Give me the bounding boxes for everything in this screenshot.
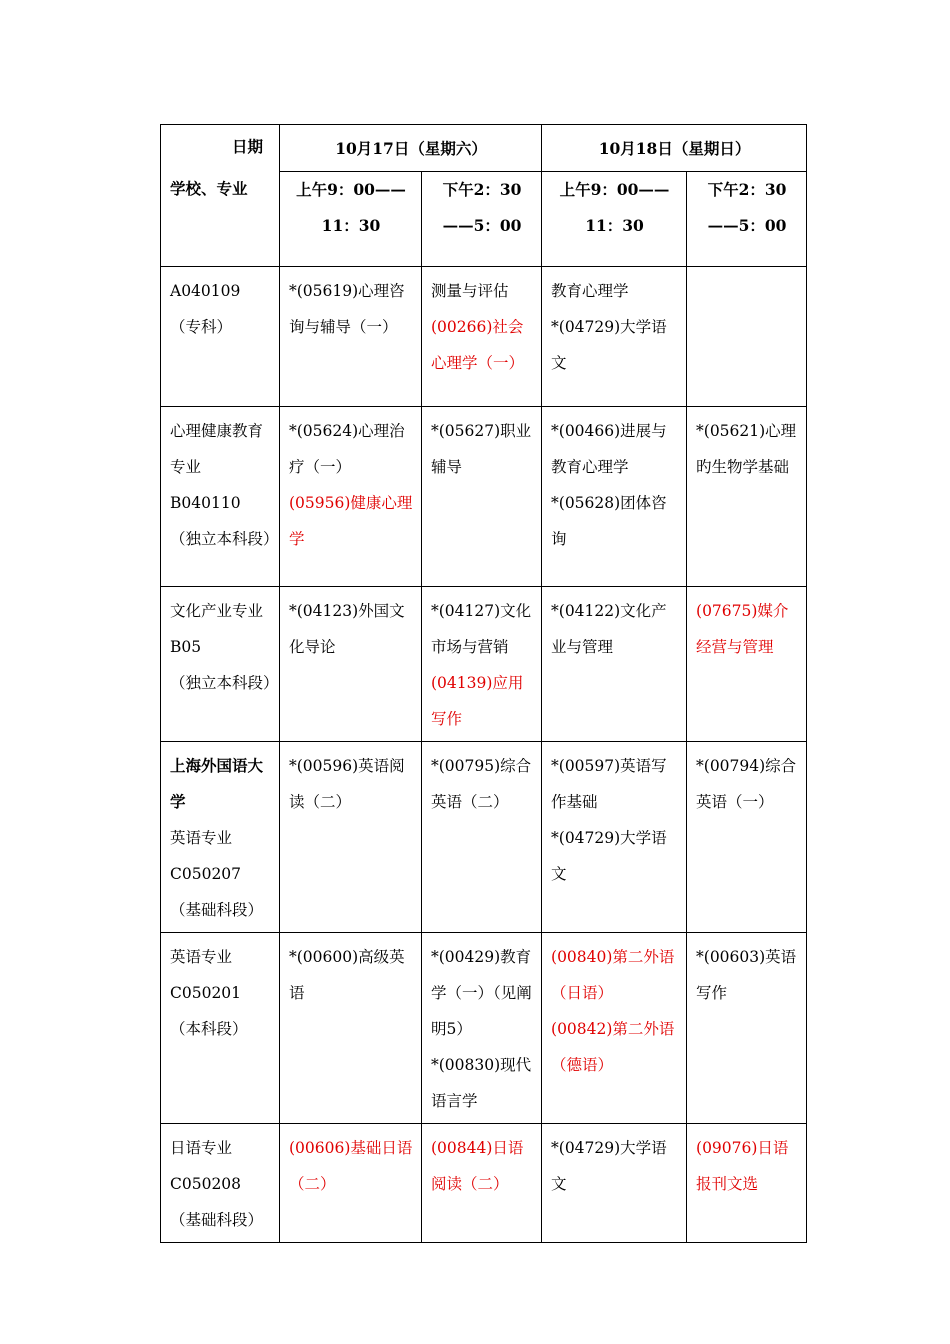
am-end-text: 11：30 [321,216,381,235]
course-cell [542,933,687,1124]
pm-end-text: ——5：00 [707,216,787,235]
course-text: *(00794)综合英语（一） [696,757,797,811]
day1-pm-header [422,172,542,267]
course-text: *(04127)文化市场与营销 [431,602,532,656]
course-text: 测量与评估 [431,282,509,300]
course-cell [542,742,687,933]
table-row [161,267,807,407]
major-text: 上海外国语大学 [170,756,264,811]
course-text: (09076)日语报刊文选 [696,1139,789,1193]
course-cell [687,933,807,1124]
course-text: *(04729)大学语文 [551,1139,667,1193]
course-cell [542,407,687,587]
major-text: B05 [170,638,202,656]
course-text: *(05628)团体咨询 [551,494,667,548]
date-label: 日期 [231,137,263,156]
school-major-label: 学校、专业 [170,179,248,198]
major-text: （独立本科段） [170,674,279,692]
course-cell [542,267,687,407]
major-text: 心理健康教育专业 [170,422,264,476]
major-text: B040110 [170,494,241,512]
course-cell [542,1124,687,1243]
day1-header: 10月17日（星期六） [280,125,542,172]
major-text: （基础科段） [170,1211,264,1229]
course-cell [422,742,542,933]
course-text: *(00795)综合英语（二） [431,757,532,811]
pm-start-text: 下午2：30 [707,180,787,199]
major-text: 文化产业专业 [170,602,264,620]
table-row [161,407,807,587]
course-text: (07675)媒介经营与管理 [696,602,789,656]
major-text: 英语专业 [170,948,233,966]
pm-end-text: ——5：00 [442,216,522,235]
course-text: (00842)第二外语（德语） [551,1020,675,1074]
course-cell [542,587,687,742]
course-cell [422,267,542,407]
course-cell [280,933,422,1124]
course-text: (00266)社会心理学（一） [431,318,525,372]
course-text: *(00429)教育学（一）（见阐明5） [431,948,532,1038]
course-cell [687,1124,807,1243]
course-text: *(04123)外国文化导论 [289,602,405,656]
day2-header: 10月18日（星期日） [542,125,807,172]
major-text: （基础科段） [170,901,264,919]
day2-am-header [542,172,687,267]
major-text: （专科） [170,318,233,336]
school-major-cell [161,742,280,933]
course-text: 教育心理学 [551,282,629,300]
course-text: *(00603)英语写作 [696,948,797,1002]
major-text: 日语专业 [170,1139,233,1157]
major-text: A040109 [170,282,241,300]
school-major-cell [161,1124,280,1243]
school-major-cell [161,587,280,742]
course-text: *(04729)大学语文 [551,829,667,883]
course-cell [280,742,422,933]
course-text: *(05621)心理旳生物学基础 [696,422,797,476]
course-text: *(05619)心理咨询与辅导（一） [289,282,405,336]
course-text: *(04122)文化产业与管理 [551,602,667,656]
course-cell [280,267,422,407]
major-text: C050207 [170,865,242,883]
course-cell [422,933,542,1124]
course-text: *(05627)职业辅导 [431,422,532,476]
schedule-body [161,267,807,1243]
am-start-text: 上午9：00—— [296,180,406,199]
table-row [161,587,807,742]
day2-pm-header [687,172,807,267]
school-major-cell [161,267,280,407]
course-text: *(00466)进展与教育心理学 [551,422,667,476]
course-cell [422,1124,542,1243]
table-row [161,742,807,933]
course-text: *(04729)大学语文 [551,318,667,372]
course-cell [280,407,422,587]
course-text: (04139)应用写作 [431,674,524,728]
am-end-text: 11：30 [585,216,644,235]
school-major-cell [161,933,280,1124]
course-text: *(00596)英语阅读（二） [289,757,405,811]
exam-schedule-table [160,124,807,1243]
major-text: C050201 [170,984,242,1002]
course-text: (05956)健康心理学 [289,494,413,548]
course-text: (00844)日语阅读（二） [431,1139,524,1193]
table-row [161,933,807,1124]
course-cell [422,587,542,742]
major-text: 英语专业 [170,829,233,847]
course-text: (00606)基础日语（二） [289,1139,413,1193]
course-text: (00840)第二外语（日语） [551,948,675,1002]
corner-header-cell [161,125,280,267]
course-text: *(00830)现代语言学 [431,1056,532,1110]
course-cell [687,742,807,933]
pm-start-text: 下午2：30 [442,180,522,199]
course-cell [687,407,807,587]
course-cell [687,587,807,742]
course-cell [280,587,422,742]
course-cell [687,267,807,407]
table-row [161,1124,807,1243]
major-text: （本科段） [170,1020,248,1038]
school-major-cell [161,407,280,587]
course-text: *(00597)英语写作基础 [551,757,667,811]
major-text: （独立本科段） [170,530,279,548]
course-text: *(00600)高级英语 [289,948,405,1002]
course-cell [280,1124,422,1243]
course-text: *(05624)心理治疗（一） [289,422,405,476]
am-start-text: 上午9：00—— [559,180,670,199]
major-text: C050208 [170,1175,242,1193]
day1-am-header [280,172,422,267]
course-cell [422,407,542,587]
